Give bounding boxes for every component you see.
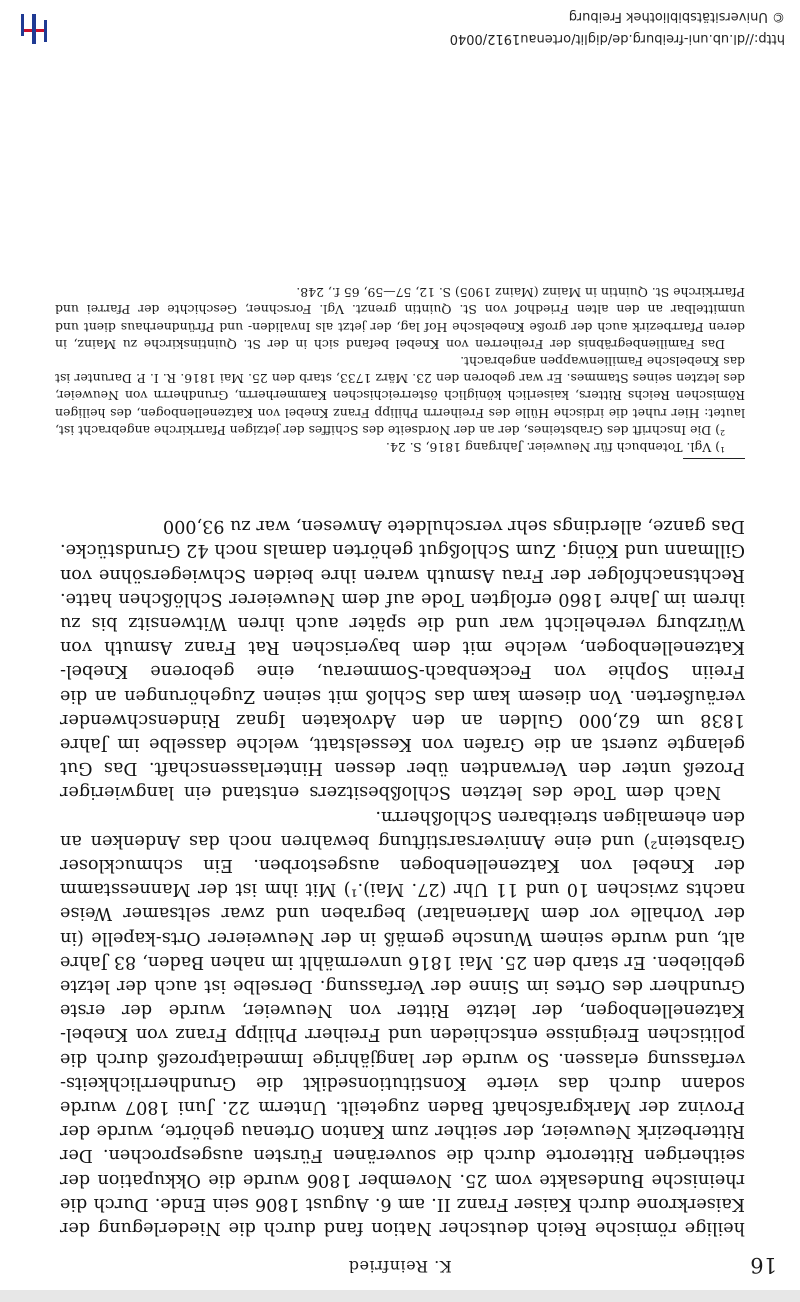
ub-freiburg-logo-icon	[15, 12, 53, 46]
footnote-2-continued: Das Familienbegräbnis der Freiherren von Knebel befand sich in der St. Quintinskirche zu Mainz, in deren Pfarrbezirk auch der große Knebelsche Hof lag, der jetzt als Invaliden- und Pfründnerhaus dient und unmittelbar an den alten Friedhof von St. Quintin grenzt. Vgl. Forschner, Geschichte der Pfarrei und Pfarrkirche St. Quintin in Mainz (Mainz 1905) S. 12, 57—59, 65 f., 248.	[55, 285, 745, 352]
library-banner	[0, 0, 800, 56]
footnotes	[55, 284, 745, 456]
source-url[interactable]: http://dl.ub.uni-freiburg.de/diglit/ortenau1912/0040	[449, 31, 785, 46]
viewer-bottom-bar	[0, 1290, 800, 1302]
running-head: K. Reinfried	[348, 1257, 452, 1276]
main-text	[60, 514, 745, 1240]
paragraph-2: Nach dem Tode des letzten Schloßbesitzers entstand ein langwieriger Prozeß unter den Verwandten über dessen Hinterlassenschaft. Das Gut gelangte zuerst an die Grafen von Kesselstatt, welche dasselbe im Jahre 1838 um 62,000 Gulden an den Advokaten Ignaz Rindenschwender veräußerten. Von diesem kam das Schloß mit seinen Zugehörungen an die Freiin Sophie von Feckenbach-Sommerau, eine geborene Knebel-Katzenellenbogen, welche mit dem bayerischen Rat Franz Asmuth von Würzburg verehelicht war und die später auch ihren Witwensitz bis zu ihrem im Jahre 1860 erfolgten Tode auf dem Neuweierer Schlößchen hatte. Rechtsnachfolger der Frau Asmuth waren ihre beiden Schwiegersöhne von Gillmann und König. Zum Schloßgut gehörten damals noch 42 Grundstücke. Das ganze, allerdings sehr verschuldete Anwesen, war zu 93,000	[60, 516, 745, 803]
copyright-notice: © Universitätsbibliothek Freiburg	[568, 9, 785, 24]
footnote-1: ¹) Vgl. Totenbuch für Neuweier. Jahrgang 1816, S. 24.	[385, 440, 725, 455]
footnote-2: ²) Die Inschrift des Grabsteines, der an der Nordseite des Schiffes der jetzigen Pfarrkirche angebracht ist, lautet: Hier ruhet die irdische Hülle des Freiherrn Philipp Franz Knebel von Katzenellenbogen, des heiligen Römischen Reichs Ritters, kaiserlich königlich österreichischen Kammerherrn, Grundherrn von Neuweier, des letzten seines Stammes. Er war geboren den 23. März 1733, starb den 25. Mai 1816. R. I. P. Darunter ist das Knebelsche Familienwappen angebracht.	[55, 353, 745, 438]
footnote-rule	[683, 458, 745, 459]
page-number: 16	[750, 1253, 777, 1277]
paragraph-1: heilige römische Reich deutscher Nation fand durch die Niederlegung der Kaiserkrone durch Kaiser Franz II. am 6. August 1806 sein Ende. Durch die rheinische Bundesakte vom 25. November 1806 wurde die Okkupation der seitherigen Ritterorte durch die souveränen Fürsten ausgesprochen. Der Ritterbezirk Neuweier, der seither zum Kanton Ortenau gehörte, wurde der Provinz der Markgrafschaft Baden zugeteilt. Unterm 22. Juni 1807 wurde sodann durch das vierte Konstitutionsedikt die Grundherrlichkeits-verfassung erlassen. So wurde der langjährige Immediatprozeß durch die politischen Ereignisse entschieden und Freiherr Philipp Franz von Knebel-Katzenellenbogen, der letzte Ritter von Neuweier, wurde der erste Grundherr des Ortes im Sinne der Verfassung. Derselbe ist auch der letzte geblieben. Er starb den 25. Mai 1816 unvermählt im nahen Baden, 83 Jahre alt, und wurde seinem Wunsche gemäß in der Neuweierer Orts-kapelle (in der Vorhalle vor dem Marienaltar) begraben und zwar seltsamer Weise nachts zwischen 10 und 11 Uhr (27. Mai).¹) Mit ihm ist der Mannesstamm der Knebel von Katzenellenbogen ausgestorben. Ein schmuckloser Grabstein²) und eine Anniversarstiftung bewahren noch das Andenken an den ehemaligen streitbaren Schloßherrn.	[60, 806, 745, 1238]
